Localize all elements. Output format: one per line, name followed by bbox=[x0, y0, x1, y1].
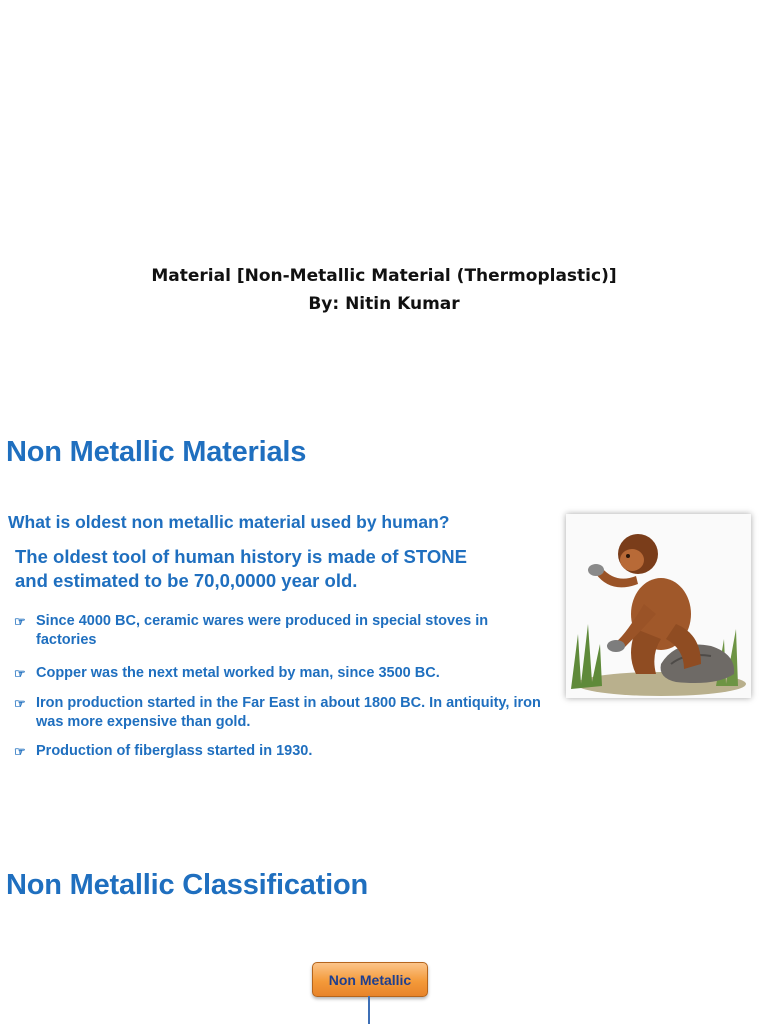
list-item bbox=[14, 612, 544, 650]
pointing-hand-icon: ☞ bbox=[14, 614, 26, 629]
pointing-hand-icon: ☞ bbox=[14, 744, 26, 759]
list-item bbox=[14, 742, 544, 761]
statement-line-2: and estimated to be 70,0,0000 year old. bbox=[15, 570, 358, 591]
question-text: What is oldest non metallic material used by human? bbox=[8, 512, 450, 532]
oldest-tool-statement bbox=[15, 545, 515, 593]
list-item bbox=[14, 694, 544, 732]
title-line-1: Material [Non-Metallic Material (Thermoplastic)] bbox=[151, 266, 617, 286]
early-human-drawing bbox=[566, 514, 751, 698]
non-metallic-root-node: Non Metallic bbox=[312, 962, 428, 997]
list-item bbox=[14, 664, 544, 683]
bullet-text: Production of fiberglass started in 1930. bbox=[36, 743, 313, 759]
pointing-hand-icon: ☞ bbox=[14, 696, 26, 711]
bullet-text: Since 4000 BC, ceramic wares were produced in special stoves in factories bbox=[36, 613, 489, 648]
section-heading-materials: Non Metallic Materials bbox=[6, 436, 307, 468]
early-human-illustration bbox=[566, 514, 751, 698]
bullet-text: Iron production started in the Far East in about 1800 BC. In antiquity, iron was more expensive than gold. bbox=[36, 695, 541, 730]
title-author: By: Nitin Kumar bbox=[308, 294, 460, 314]
pointing-hand-icon: ☞ bbox=[14, 666, 26, 681]
tree-connector-line bbox=[368, 996, 370, 1024]
bullet-text: Copper was the next metal worked by man, since 3500 BC. bbox=[36, 665, 440, 681]
statement-line-1: The oldest tool of human history is made of STONE bbox=[15, 546, 467, 567]
section-heading-classification: Non Metallic Classification bbox=[6, 869, 369, 901]
history-bullet-list bbox=[14, 612, 544, 761]
document-title bbox=[0, 262, 768, 318]
